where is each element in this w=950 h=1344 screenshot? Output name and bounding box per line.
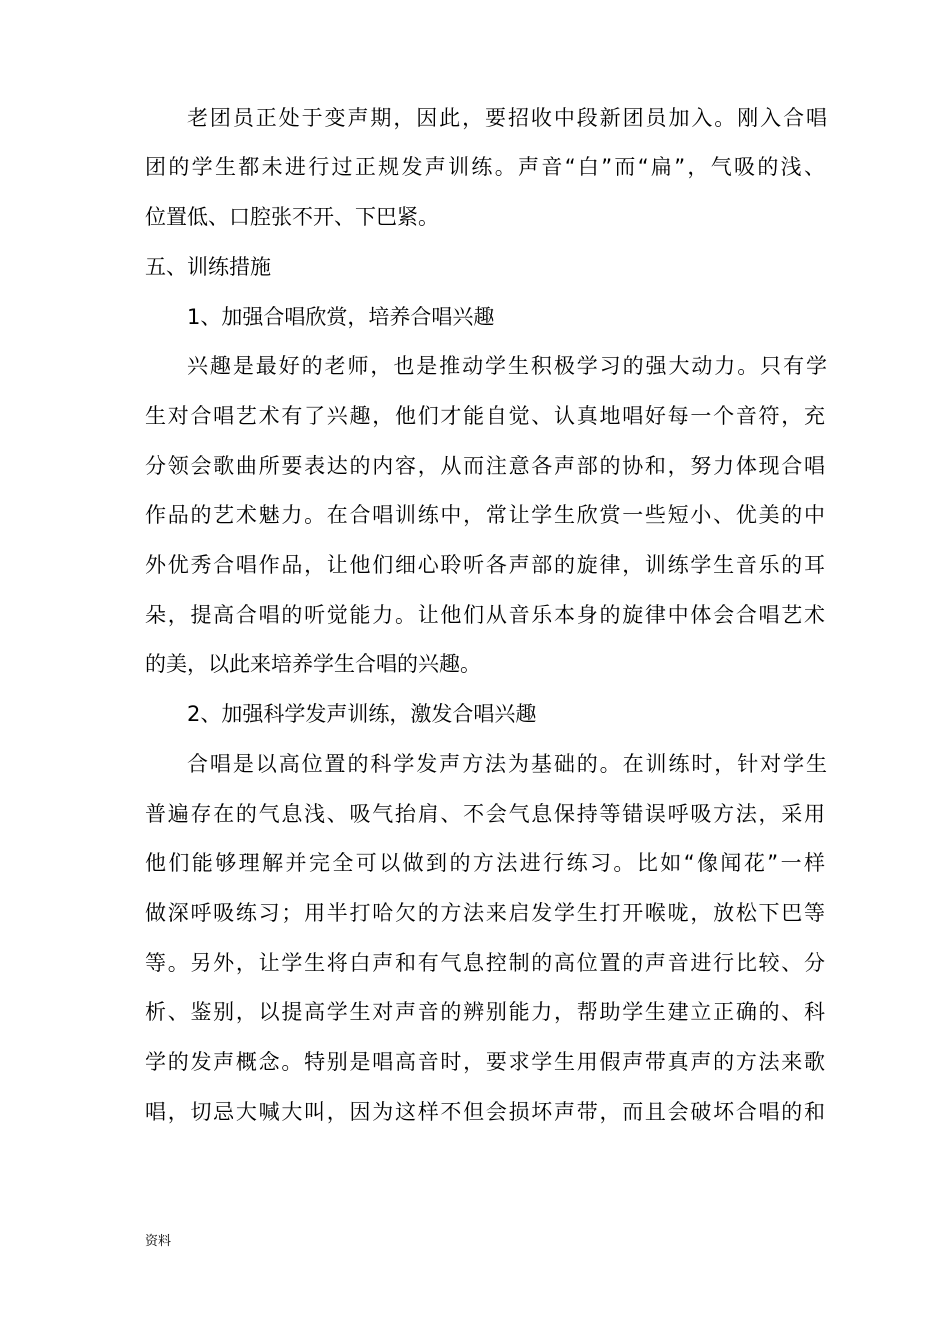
text-line-16: 他们能够理解并完全可以做到的方法进行练习。比如“像闻花”一样: [145, 851, 825, 875]
subheading-1: 1、加强合唱欣赏，培养合唱兴趣: [187, 305, 495, 329]
subheading-2: 2、加强科学发声训练，激发合唱兴趣: [187, 702, 537, 726]
footer-label: 资料: [145, 1234, 172, 1249]
text-line-17: 做深呼吸练习；用半打哈欠的方法来启发学生打开喉咙，放松下巴等: [145, 901, 825, 925]
text-line-6: 兴趣是最好的老师，也是推动学生积极学习的强大动力。只有学: [187, 354, 827, 378]
text-line-20: 学的发声概念。特别是唱高音时，要求学生用假声带真声的方法来歌: [145, 1050, 825, 1074]
text-line-18: 等。另外，让学生将白声和有气息控制的高位置的声音进行比较、分: [145, 951, 825, 975]
text-line-7: 生对合唱艺术有了兴趣，他们才能自觉、认真地唱好每一个音符，充: [145, 404, 825, 428]
text-line-21: 唱，切忌大喊大叫，因为这样不但会损坏声带，而且会破坏合唱的和: [145, 1100, 825, 1124]
text-line-15: 普遍存在的气息浅、吸气抬肩、不会气息保持等错误呼吸方法，采用: [145, 802, 825, 826]
text-line-19: 析、鉴别，以提高学生对声音的辨别能力，帮助学生建立正确的、科: [145, 1000, 825, 1024]
text-line-8: 分领会歌曲所要表达的内容，从而注意各声部的协和，努力体现合唱: [145, 454, 825, 478]
text-line-12: 的美，以此来培养学生合唱的兴趣。: [145, 652, 481, 676]
text-line-3: 位置低、口腔张不开、下巴紧。: [145, 205, 439, 229]
text-line-1: 老团员正处于变声期，因此，要招收中段新团员加入。刚入合唱: [187, 106, 827, 130]
text-line-9: 作品的艺术魅力。在合唱训练中，常让学生欣赏一些短小、优美的中: [145, 503, 825, 527]
text-line-14: 合唱是以高位置的科学发声方法为基础的。在训练时，针对学生: [187, 752, 827, 776]
text-line-10: 外优秀合唱作品，让他们细心聆听各声部的旋律，训练学生音乐的耳: [145, 553, 825, 577]
section-heading: 五、训练措施: [145, 255, 271, 279]
text-line-2: 团的学生都未进行过正规发声训练。声音“白”而“扁”，气吸的浅、: [145, 155, 825, 179]
text-line-11: 朵，提高合唱的听觉能力。让他们从音乐本身的旋律中体会合唱艺术: [145, 603, 825, 627]
